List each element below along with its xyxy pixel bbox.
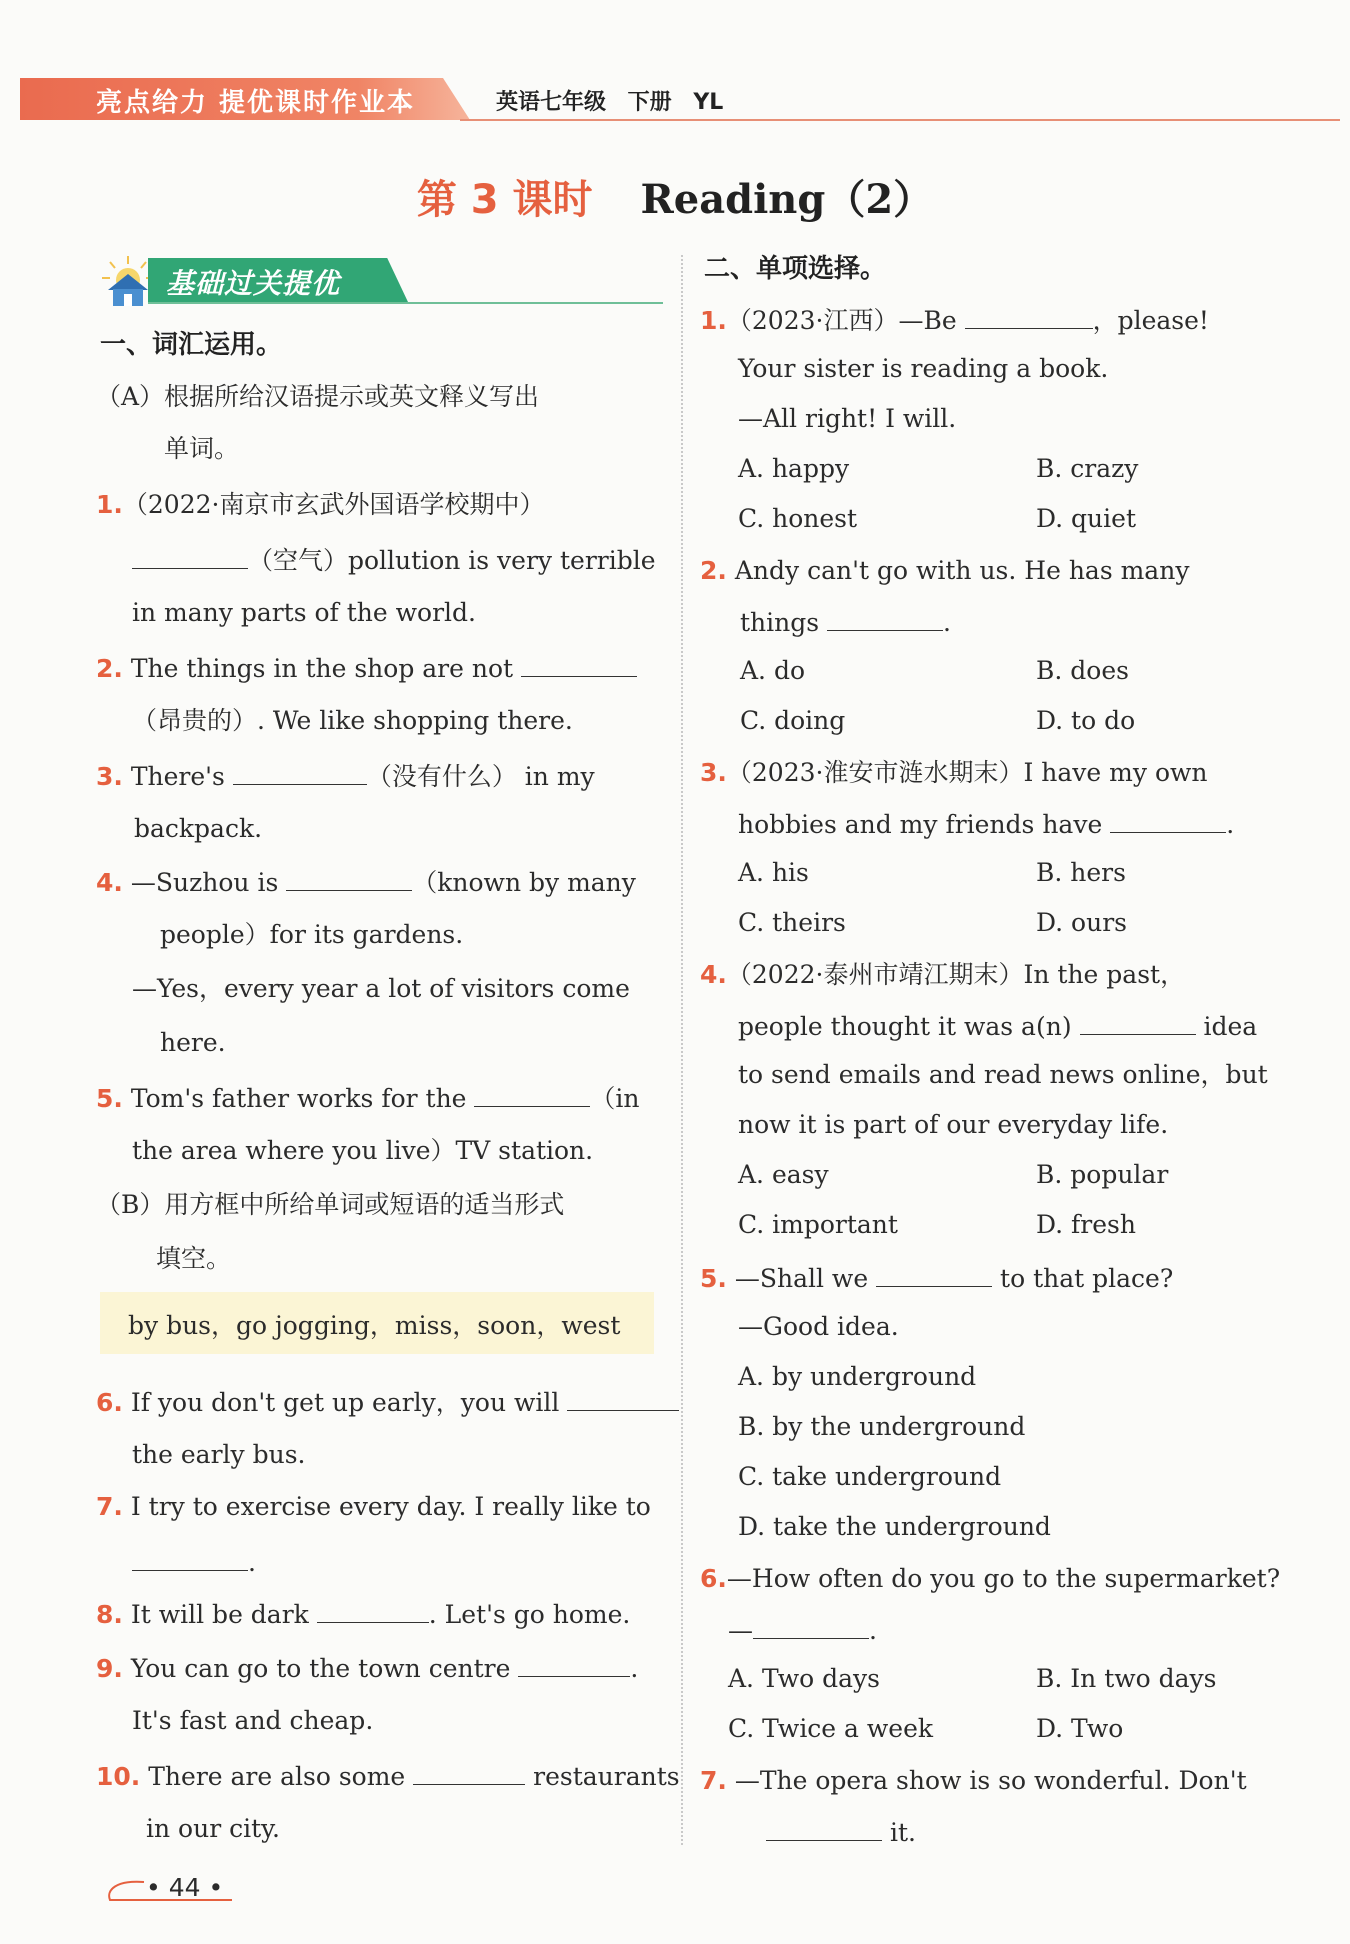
question-number: 2. bbox=[700, 556, 727, 585]
part-a-instruction: （A）根据所给汉语提示或英文释义写出 bbox=[96, 382, 540, 411]
fill-q6 bbox=[96, 1386, 679, 1418]
question-number: 1. bbox=[700, 306, 727, 335]
fill-q10 bbox=[96, 1760, 680, 1792]
question-number: 6. bbox=[96, 1388, 123, 1417]
fill-q9-line2: It's fast and cheap. bbox=[132, 1706, 374, 1735]
q5-text: Tom's father works for the bbox=[130, 1084, 467, 1113]
mc-q6-option-a[interactable]: A. Two days bbox=[728, 1664, 880, 1693]
mc-q5-line2: —Good idea. bbox=[738, 1312, 899, 1341]
mc-q2-option-b[interactable]: B. does bbox=[1036, 656, 1129, 685]
question-number: 9. bbox=[96, 1654, 123, 1683]
mc-q6-option-d[interactable]: D. Two bbox=[1036, 1714, 1124, 1743]
q7-end: . bbox=[248, 1548, 256, 1577]
answer-blank[interactable] bbox=[766, 1816, 882, 1841]
section-1-heading: 一、词汇运用。 bbox=[100, 330, 283, 360]
q3-text-2: （没有什么） in my bbox=[366, 762, 595, 791]
mc-q3-text-2: hobbies and my friends have bbox=[738, 810, 1103, 839]
vocab-q5 bbox=[96, 1082, 640, 1114]
column-divider bbox=[681, 255, 683, 1845]
mc-q6-option-b[interactable]: B. In two days bbox=[1036, 1664, 1217, 1693]
mc-q5-text-2: to that place? bbox=[1000, 1264, 1174, 1293]
question-number: 6. bbox=[700, 1564, 727, 1593]
mc-q2-option-a[interactable]: A. do bbox=[740, 656, 806, 685]
mc-q1-option-b[interactable]: B. crazy bbox=[1036, 454, 1139, 483]
answer-blank[interactable] bbox=[1110, 808, 1226, 833]
q8-text: It will be dark bbox=[130, 1600, 309, 1629]
part-b-instruction: （B）用方框中所给单词或短语的适当形式 bbox=[96, 1190, 565, 1219]
vocab-q5-line2: the area where you live）TV station. bbox=[132, 1136, 594, 1165]
vocab-q3-line2: backpack. bbox=[134, 814, 263, 843]
mc-q4-line4: now it is part of our everyday life. bbox=[738, 1110, 1169, 1139]
mc-q3-option-b[interactable]: B. hers bbox=[1036, 858, 1126, 887]
q10-text-2: restaurants bbox=[533, 1762, 680, 1791]
q9-end: . bbox=[630, 1654, 639, 1683]
mc-q5-option-b[interactable]: B. by the underground bbox=[738, 1412, 1026, 1441]
mc-q2-option-c[interactable]: C. doing bbox=[740, 706, 846, 735]
badge-label: 基础过关提优 bbox=[166, 267, 341, 300]
fill-q9 bbox=[96, 1652, 638, 1684]
mc-q1-option-d[interactable]: D. quiet bbox=[1036, 504, 1136, 533]
mc-q1-option-c[interactable]: C. honest bbox=[738, 504, 858, 533]
q1-source: （2022·南京市玄武外国语学校期中） bbox=[122, 490, 545, 519]
mc-q4-option-c[interactable]: C. important bbox=[738, 1210, 898, 1239]
mc-q6 bbox=[700, 1564, 1280, 1594]
fill-q6-line2: the early bus. bbox=[132, 1440, 306, 1469]
answer-blank[interactable] bbox=[965, 304, 1093, 329]
question-number: 4. bbox=[96, 868, 123, 897]
mc-q5-text: —Shall we bbox=[734, 1264, 869, 1293]
answer-blank[interactable] bbox=[474, 1082, 590, 1107]
house-sun-icon bbox=[98, 254, 154, 308]
mc-q5 bbox=[700, 1262, 1173, 1294]
mc-q4-text-3: idea bbox=[1203, 1012, 1258, 1041]
question-number: 5. bbox=[96, 1084, 123, 1113]
lesson-topic: Reading（2） bbox=[640, 176, 934, 223]
vocab-q4 bbox=[96, 866, 636, 898]
mc-q6-option-c[interactable]: C. Twice a week bbox=[728, 1714, 934, 1743]
mc-q1-text: （2023·江西）—Be bbox=[726, 306, 957, 335]
mc-q2-line2 bbox=[740, 606, 951, 638]
page-number: • 44 • bbox=[146, 1873, 224, 1902]
q3-text: There's bbox=[130, 762, 225, 791]
mc-q4-line3: to send emails and read news online，but bbox=[738, 1060, 1268, 1089]
mc-q3-option-a[interactable]: A. his bbox=[738, 858, 809, 887]
vocab-q1 bbox=[96, 490, 544, 520]
mc-q6-line2 bbox=[728, 1614, 877, 1646]
mc-q7 bbox=[700, 1766, 1247, 1796]
mc-q3-end: . bbox=[1226, 810, 1235, 839]
mc-q5-option-c[interactable]: C. take underground bbox=[738, 1462, 1002, 1491]
q4-text: —Suzhou is bbox=[130, 868, 279, 897]
mc-q4-text-2: people thought it was a(n) bbox=[738, 1012, 1072, 1041]
mc-q3-line2 bbox=[738, 808, 1234, 840]
vocab-q2-line2: （昂贵的）. We like shopping there. bbox=[132, 706, 573, 735]
section-2-heading: 二、单项选择。 bbox=[704, 254, 887, 284]
mc-q3-text: （2023·淮安市涟水期末）I have my own bbox=[726, 758, 1208, 787]
mc-q3 bbox=[700, 758, 1208, 788]
question-number: 1. bbox=[96, 490, 123, 519]
mc-q4-option-d[interactable]: D. fresh bbox=[1036, 1210, 1136, 1239]
answer-blank[interactable] bbox=[413, 1760, 525, 1785]
mc-q5-option-a[interactable]: A. by underground bbox=[738, 1362, 977, 1391]
q7-text: I try to exercise every day. I really like to bbox=[130, 1492, 651, 1521]
vocab-q3 bbox=[96, 760, 595, 792]
answer-blank[interactable] bbox=[286, 866, 412, 891]
q1-text: （空气）pollution is very terrible bbox=[248, 546, 656, 575]
fill-q7-line2 bbox=[132, 1546, 256, 1578]
mc-q4-text: （2022·泰州市靖江期末）In the past， bbox=[726, 960, 1186, 989]
answer-blank[interactable] bbox=[753, 1614, 869, 1639]
mc-q2-text: Andy can't go with us. He has many bbox=[734, 556, 1190, 585]
question-number: 7. bbox=[700, 1766, 727, 1795]
vocab-q4-line2: people）for its gardens. bbox=[160, 920, 464, 949]
answer-blank[interactable] bbox=[317, 1598, 429, 1623]
header-series: 亮点给力 提优课时作业本 bbox=[96, 88, 416, 118]
mc-q2 bbox=[700, 556, 1189, 586]
mc-q4 bbox=[700, 960, 1185, 990]
mc-q6-dash: — bbox=[728, 1616, 753, 1645]
mc-q4-line2 bbox=[738, 1010, 1257, 1042]
mc-q7-line2 bbox=[766, 1816, 916, 1848]
part-b-instruction-cont: 填空。 bbox=[156, 1244, 232, 1273]
mc-q6-end: . bbox=[869, 1616, 877, 1645]
fill-q8 bbox=[96, 1598, 630, 1630]
question-number: 7. bbox=[96, 1492, 123, 1521]
badge-rule bbox=[148, 302, 663, 304]
answer-blank[interactable] bbox=[518, 1652, 630, 1677]
mc-q2-end: . bbox=[943, 608, 951, 637]
q10-text: There are also some bbox=[148, 1762, 406, 1791]
q2-text: The things in the shop are not bbox=[130, 654, 514, 683]
mc-q1-text-2: ，please! bbox=[1092, 306, 1209, 335]
fill-q10-line2: in our city. bbox=[146, 1814, 280, 1843]
answer-blank[interactable] bbox=[132, 544, 248, 569]
answer-blank[interactable] bbox=[1080, 1010, 1196, 1035]
answer-blank[interactable] bbox=[521, 652, 637, 677]
part-a-instruction-cont: 单词。 bbox=[164, 434, 240, 463]
answer-blank[interactable] bbox=[827, 606, 943, 631]
mc-q3-option-d[interactable]: D. ours bbox=[1036, 908, 1127, 937]
q6-text: If you don't get up early，you will bbox=[130, 1388, 560, 1417]
answer-blank[interactable] bbox=[132, 1546, 248, 1571]
mc-q1-line2: Your sister is reading a book. bbox=[738, 354, 1109, 383]
header-book: 英语七年级 下册 YL bbox=[496, 90, 724, 115]
mc-q5-option-d[interactable]: D. take the underground bbox=[738, 1512, 1051, 1541]
mc-q3-option-c[interactable]: C. theirs bbox=[738, 908, 846, 937]
fill-q7 bbox=[96, 1492, 651, 1522]
vocab-q1-line2 bbox=[132, 544, 656, 576]
vocab-q1-line3: in many parts of the world. bbox=[132, 598, 476, 627]
page-title bbox=[0, 168, 1350, 225]
mc-q1-line3: —All right! I will. bbox=[738, 404, 957, 433]
q9-text: You can go to the town centre bbox=[130, 1654, 511, 1683]
vocab-q2 bbox=[96, 652, 637, 684]
mc-q7-text: —The opera show is so wonderful. Don't bbox=[734, 1766, 1247, 1795]
q5-text-2: （in bbox=[590, 1084, 640, 1113]
question-number: 4. bbox=[700, 960, 727, 989]
mc-q1 bbox=[700, 304, 1209, 336]
header-rule bbox=[460, 119, 1340, 121]
mc-q4-option-a[interactable]: A. easy bbox=[738, 1160, 829, 1189]
word-box-text: by bus，go jogging，miss，soon，west bbox=[128, 1311, 621, 1340]
question-number: 2. bbox=[96, 654, 123, 683]
question-number: 3. bbox=[700, 758, 727, 787]
vocab-q4-line4: here. bbox=[160, 1028, 226, 1057]
answer-blank[interactable] bbox=[567, 1386, 679, 1411]
mc-q6-text: —How often do you go to the supermarket? bbox=[726, 1564, 1281, 1593]
answer-blank[interactable] bbox=[876, 1262, 992, 1287]
mc-q1-option-a[interactable]: A. happy bbox=[738, 454, 850, 483]
q8-text-2: . Let's go home. bbox=[428, 1600, 631, 1629]
q4-text-2: （known by many bbox=[412, 868, 636, 897]
question-number: 5. bbox=[700, 1264, 727, 1293]
mc-q2-text-2: things bbox=[740, 608, 820, 637]
mc-q4-option-b[interactable]: B. popular bbox=[1036, 1160, 1169, 1189]
question-number: 8. bbox=[96, 1600, 123, 1629]
vocab-q4-line3: —Yes，every year a lot of visitors come bbox=[132, 974, 630, 1003]
question-number: 10. bbox=[96, 1762, 141, 1791]
mc-q7-end: it. bbox=[889, 1818, 916, 1847]
answer-blank[interactable] bbox=[233, 760, 367, 785]
question-number: 3. bbox=[96, 762, 123, 791]
lesson-label: 第 3 课时 bbox=[416, 177, 593, 223]
mc-q2-option-d[interactable]: D. to do bbox=[1036, 706, 1136, 735]
